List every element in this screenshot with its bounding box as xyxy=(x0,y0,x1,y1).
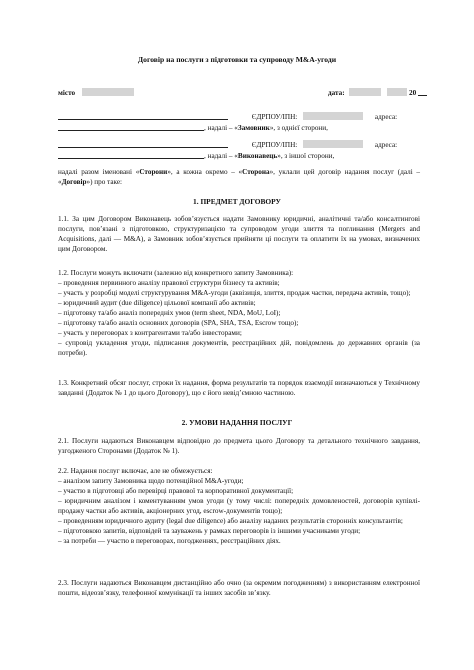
list-item: – проведення первинного аналізу правової структури бізнесу та активів; xyxy=(58,279,280,287)
clause-2-3-text: 2.3. Послуги надаються Виконавцем дистанційно або очно (за окремим погодженням) з використанням електронної пошти, відеозв’язку, телефонної комунікації та інших засобів зв’язку. xyxy=(58,579,420,597)
clause-2-3 xyxy=(58,578,420,598)
list-item: – підготовку та/або аналіз попередніх умов (term sheet, NDA, MoU, LoI); xyxy=(58,309,281,317)
list-item: – підготовкою запитів, відповідей та зауважень у рамках переговорів із іншими учасниками угоди; xyxy=(58,527,361,535)
list-item: – супровід укладення угоди, підписання документів, реєстраційних дій, повідомлень до державних органів (за потреби). xyxy=(58,339,420,357)
intro-bold-parties: Сторони xyxy=(139,168,168,176)
clause-1-2 xyxy=(58,268,420,358)
customer-role-suffix: », з однієї сторони, xyxy=(269,124,328,132)
intro-paragraph xyxy=(58,167,420,187)
customer-line-1 xyxy=(58,112,420,122)
intro-text-4: ») про таке: xyxy=(86,178,123,186)
document-title: Договір на послуги з підготовки та супроводу M&A-угоди xyxy=(137,55,337,64)
year-suffix-field[interactable] xyxy=(418,88,427,96)
city-field[interactable] xyxy=(82,88,134,96)
executor-role-suffix: », з іншої сторони, xyxy=(277,152,335,160)
customer-address-field[interactable] xyxy=(58,123,204,131)
executor-line-2 xyxy=(58,151,420,161)
list-item: – юридичний аудит (due diligence) цільової компанії або активів; xyxy=(58,299,256,307)
clause-1-3 xyxy=(58,378,420,398)
section-2-heading: 2. УМОВИ НАДАННЯ ПОСЛУГ xyxy=(181,418,293,427)
customer-edrpou-field[interactable] xyxy=(303,112,363,120)
date-month-field[interactable] xyxy=(387,88,407,96)
intro-text-3: », уклали цей договір надання послуг (далі – « xyxy=(58,168,420,186)
customer-edrpou-label: ЄДРПОУ/ІПН: xyxy=(251,113,298,121)
list-item: – за потреби — участю в переговорах, погодженнях, реєстраційних діях. xyxy=(58,537,281,545)
list-item: – підготовку та/або аналіз основних договорів (SPA, SHA, TSA, Escrow тощо); xyxy=(58,319,299,327)
city-date-line xyxy=(58,88,420,98)
clause-1-2-intro: 1.2. Послуги можуть включати (залежно від конкретного запиту Замовника): xyxy=(58,269,294,277)
clause-1-3-text: 1.3. Конкретний обсяг послуг, строки їх надання, форма результатів та порядок взаємодії визначаються у Технічному завданні (Додаток № 1 до цього Договору), що є його невід’ємною частиною. xyxy=(58,379,420,397)
section-1-heading: 1. ПРЕДМЕТ ДОГОВОРУ xyxy=(193,197,281,206)
list-item: – участь у розробці моделі структурування M&A-угоди (аквізиція, злиття, продаж частки, передача активів, тощо); xyxy=(58,289,411,297)
intro-text-1: надалі разом іменовані « xyxy=(58,168,140,176)
intro-text-2: », а кожна окремо – « xyxy=(167,168,243,176)
clause-2-2 xyxy=(58,466,420,546)
list-item: – аналізом запиту Замовника щодо потенційної M&A-угоди; xyxy=(58,477,244,485)
clause-2-1-text: 2.1. Послуги надаються Виконавцем відповідно до предмета цього Договору та детального технічного завдання, узгодженого Сторонами (Додаток № 1). xyxy=(58,437,420,455)
date-group xyxy=(328,88,427,98)
customer-line-2 xyxy=(58,123,420,133)
customer-address-label: адреса: xyxy=(374,113,398,121)
list-item: – участь у переговорах з контрагентами та/або інвесторами; xyxy=(58,329,242,337)
list-item: – юридичним аналізом і коментуванням умов угоди (у тому числі: попередніх домовленостей, договорів купівлі-продажу частки або активів, акціонерних угод, escrow-документів тощо); xyxy=(58,497,420,515)
executor-address-label: адреса: xyxy=(374,141,398,149)
executor-line-1 xyxy=(58,140,420,150)
executor-edrpou-field[interactable] xyxy=(303,140,363,148)
executor-address-field[interactable] xyxy=(58,151,204,159)
clause-2-2-intro: 2.2. Надання послуг включає, але не обмежується: xyxy=(58,467,213,475)
clause-2-1 xyxy=(58,436,420,456)
clause-1-1-text: 1.1. За цим Договором Виконавець зобов’язується надати Замовнику юридичні, аналітичні та/або консалтингові послуги, пов’язані з підготовкою, структуризацією та супроводом угоди злиття та поглинання (Mergers and Acquisitions, далі — M&A), а Замовник зобов’язується прийняти ці послуги та оплатити їх на умовах, визначених цим Договором. xyxy=(58,215,420,253)
executor-edrpou-label: ЄДРПОУ/ІПН: xyxy=(251,141,298,149)
executor-role-prefix: , надалі – « xyxy=(204,152,238,160)
clause-1-1 xyxy=(58,214,420,254)
year-prefix: 20 xyxy=(409,89,417,97)
date-label: дата: xyxy=(328,89,345,97)
date-day-field[interactable] xyxy=(349,88,381,96)
intro-bold-party: Сторона xyxy=(242,168,270,176)
customer-name-field[interactable] xyxy=(58,112,228,120)
intro-bold-contract: Договір xyxy=(61,178,87,186)
list-item: – участю в підготовці або перевірці правової та корпоративної документації; xyxy=(58,487,294,495)
executor-name-field[interactable] xyxy=(58,140,228,148)
customer-role: Замовник xyxy=(237,124,270,132)
list-item: – проведенням юридичного аудиту (legal due diligence) або аналізу наданих результатів сторонніх консультантів; xyxy=(58,517,403,525)
executor-role: Виконавець xyxy=(237,152,278,160)
customer-role-prefix: , надалі – « xyxy=(204,124,238,132)
city-label: місто xyxy=(58,89,76,97)
